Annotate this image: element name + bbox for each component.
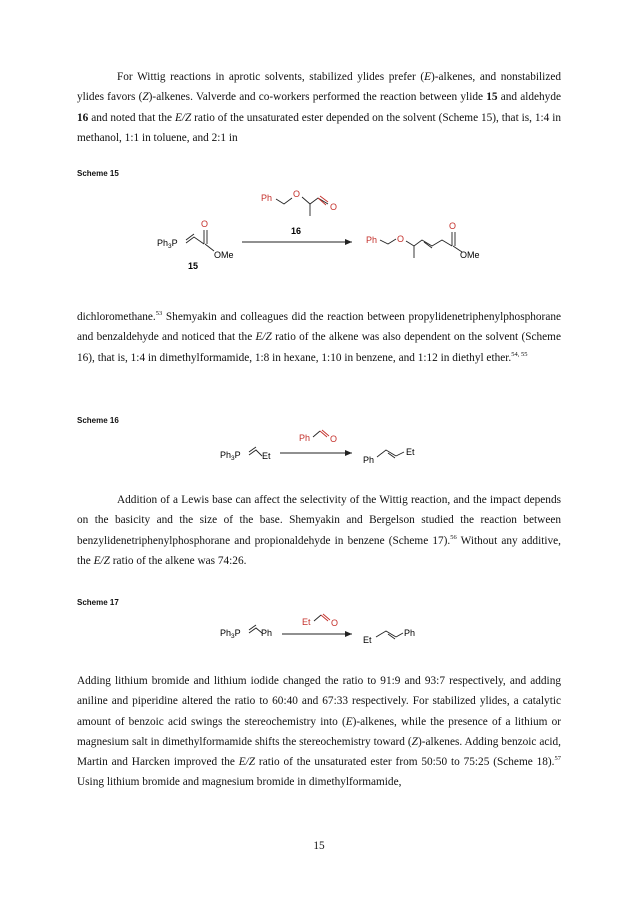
paragraph-4 [77, 671, 561, 793]
product-chain [396, 452, 404, 456]
italic-ez: E/Z [238, 756, 256, 769]
product-ph-label: Ph [366, 235, 378, 245]
reagent-co-bond [320, 430, 329, 437]
ylide-bond [186, 234, 204, 244]
oxygen-label: O [201, 219, 209, 229]
citation-54-55: 54, 55 [511, 350, 528, 358]
italic-z: Z [411, 735, 418, 748]
scheme-17-drawing [0, 614, 638, 659]
reagent-bond [313, 431, 320, 437]
page-number: 15 [313, 840, 325, 852]
et-label: Et [262, 451, 271, 461]
arrow-head [345, 450, 352, 456]
paragraph-3 [77, 490, 561, 571]
italic-ez: E/Z [174, 111, 192, 124]
paragraph-2 [77, 307, 561, 368]
scheme-15 [0, 180, 638, 290]
citation-57: 57 [554, 755, 561, 763]
reagent-bond [314, 615, 321, 621]
italic-e: E [345, 715, 353, 728]
scheme-17 [0, 614, 638, 659]
citation-53: 53 [155, 310, 163, 318]
scheme-16-label: Scheme 16 [77, 416, 119, 425]
product-carbonyl [452, 232, 455, 246]
product-oxygen-label: O [449, 221, 457, 231]
text-span: Addition of a Lewis base can affect the selectivity of the Wittig reaction, and the impact depends on the basicity and the size of the base. Shemyakin and Bergelson studied the reaction between benzylidenetriphenylphosphorane and propionaldehyde in benzene (Scheme 17). [77, 494, 561, 547]
text-span: ratio of the unsaturated ester depended on the solvent (Scheme 15), that is, 1:4 in methanol, 1:1 in toluene, and 2:1 in [77, 111, 561, 144]
ome-label: OMe [214, 250, 234, 260]
italic-e: E [424, 71, 432, 83]
compound-ref-15: 15 [486, 91, 498, 104]
product-ph-label: Ph [404, 628, 416, 638]
ester-bond [205, 244, 214, 251]
product-et-label: Et [406, 447, 415, 457]
product-chain [396, 633, 403, 637]
paragraph-1 [77, 67, 561, 148]
text-span: and noted that the [88, 111, 175, 124]
reagent-et-label: Et [302, 617, 311, 627]
ph3p-label: $Ph_3P$ [220, 628, 241, 640]
text-span: Adding lithium bromide and lithium iodide changed the ratio to 91:9 and 93:7 respectively, and adding aniline and piperidine altered the ratio to 60:40 and 67:33 respectively. For stabilized ylides, a catalytic amount of benzoic acid swings the stereochemistry into ( [77, 675, 561, 728]
ph-label: Ph [261, 628, 273, 638]
text-span: )-alkenes, while the presence of a lithium or magnesium salt in dimethylformamide shifts the stereochemistry toward ( [77, 715, 561, 748]
text-span: and aldehyde [497, 91, 561, 104]
reagent-ph-label: Ph [299, 433, 311, 443]
ether-oxygen-label: O [293, 189, 301, 199]
text-span: ratio of the alkene was 74:26. [109, 554, 247, 567]
product-chain [380, 239, 396, 244]
scheme-15-label: Scheme 15 [77, 169, 119, 178]
italic-ez: E/Z [255, 331, 272, 344]
text-span: )-alkenes. Adding benzoic acid, Martin and Harcken improved the [77, 735, 561, 769]
reagent-co-bond [321, 614, 330, 621]
carbonyl-bond [204, 230, 207, 244]
aldehyde-oxygen-label: O [330, 202, 338, 212]
reagent-oxygen-label: O [331, 618, 339, 628]
text-span: For Wittig reactions in aprotic solvents, stabilized ylides prefer ( [117, 71, 425, 83]
product-et-label: Et [363, 635, 372, 645]
text-span: )-alkenes. Valverde and co-workers performed the reaction between ylide [148, 91, 487, 104]
compound-15-label: 15 [188, 261, 199, 271]
text-span: )-alkenes, and nonstabilized ylides favors ( [77, 71, 561, 104]
ph3p-label: $Ph_3P$ [220, 450, 241, 462]
product-ether-oxygen: O [397, 234, 405, 244]
text-span: Without any additive, the [77, 534, 561, 567]
ylide-bond [249, 447, 262, 456]
aldehyde-ph-label: Ph [261, 193, 273, 203]
italic-z: Z [142, 91, 149, 104]
compound-ref-16: 16 [77, 111, 89, 124]
text-span: Shemyakin and colleagues did the reaction between propylidenetriphenylphosphorane and benzaldehyde and noticed that the [77, 311, 561, 344]
italic-ez: E/Z [93, 554, 110, 567]
reagent-oxygen-label: O [330, 434, 338, 444]
product-ph-label: Ph [363, 455, 375, 465]
product-backbone [406, 240, 452, 246]
arrow-head [345, 631, 352, 637]
citation-56: 56 [450, 533, 457, 541]
text-span: ratio of the alkene was also dependent on the solvent (Scheme 16), that is, 1:4 in dimethylformamide, 1:8 in hexane, 1:10 in benzene, and 1:12 in diethyl ether. [77, 331, 561, 364]
product-alkene [377, 450, 396, 458]
text-span: dichloromethane. [77, 311, 156, 323]
product-ome-label: OMe [460, 250, 480, 260]
text-span: ratio of the unsaturated ester from 50:50 to 75:25 (Scheme 18). [255, 756, 555, 769]
arrow-head [345, 239, 352, 245]
scheme-15-drawing [0, 180, 638, 290]
text-span: Using lithium bromide and magnesium bromide in dimethylformamide, [77, 776, 402, 789]
scheme-17-label: Scheme 17 [77, 598, 119, 607]
ph3p-label: $Ph_3P$ [157, 238, 178, 250]
aldehyde-chain [276, 198, 292, 204]
arrow-label-16: 16 [291, 226, 302, 236]
scheme-16-drawing [0, 430, 638, 475]
scheme-16 [0, 430, 638, 475]
product-alkene [376, 631, 396, 639]
